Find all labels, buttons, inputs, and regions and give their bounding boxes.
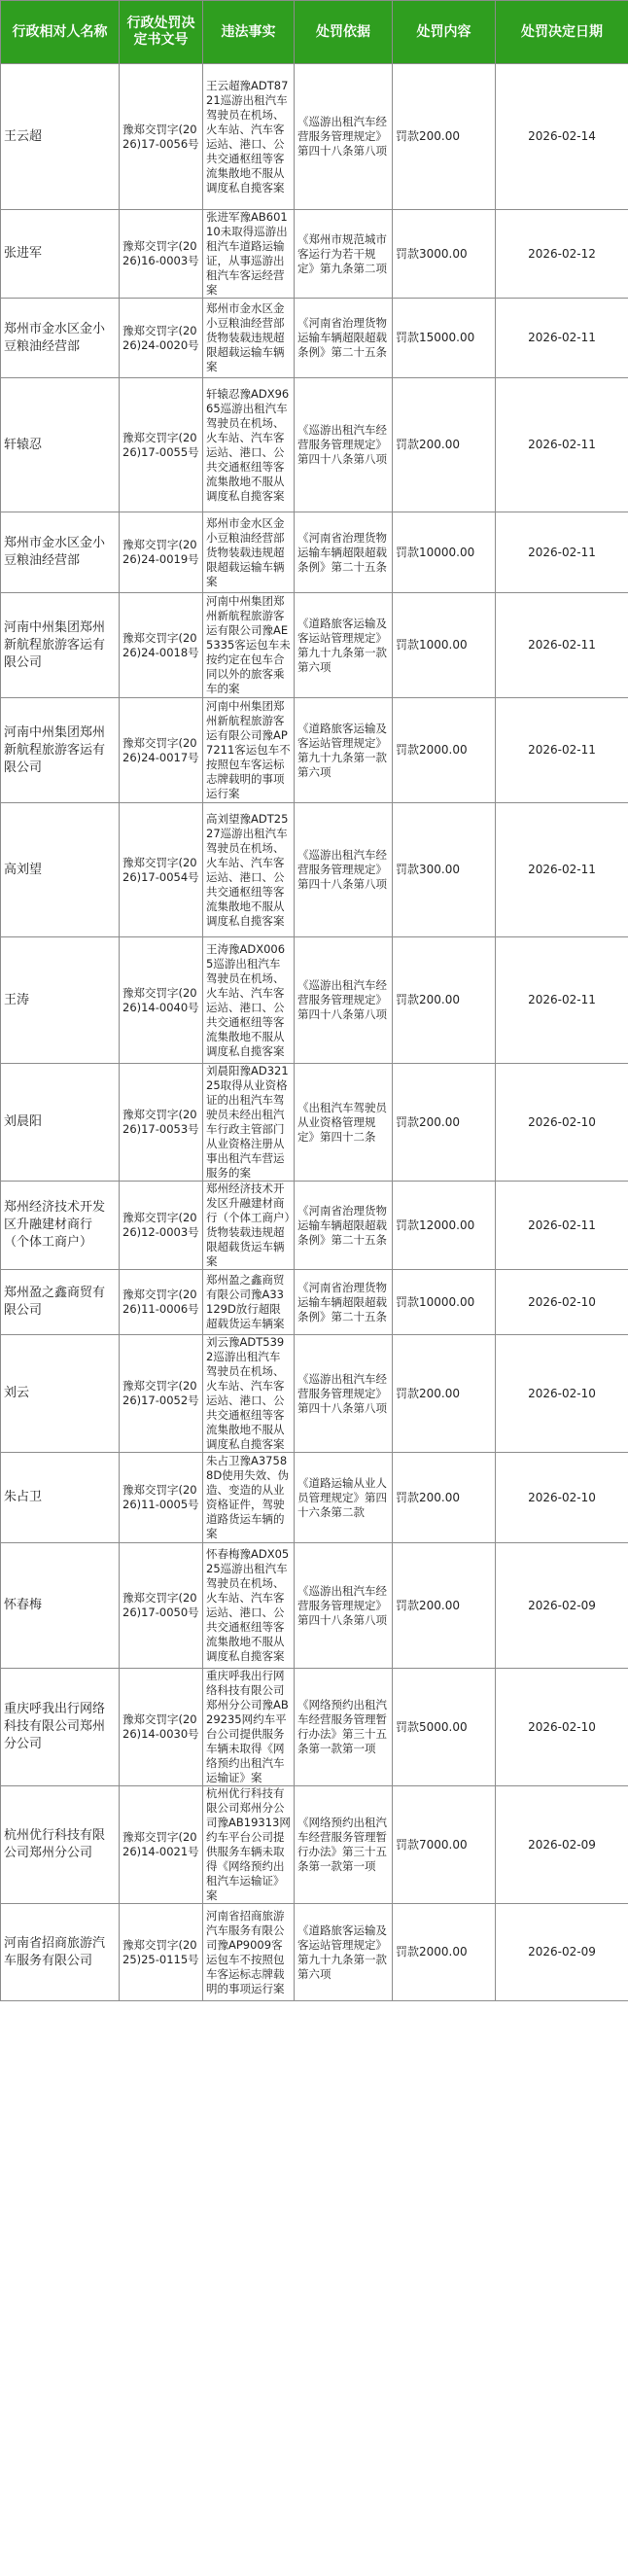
cell-penalty-content: 罚款5000.00: [393, 1669, 496, 1786]
table-row: [1, 1182, 628, 1270]
cell-penalty-content: 罚款15000.00: [393, 299, 496, 378]
cell-name: 怀春梅: [1, 1543, 120, 1669]
cell-decision-date: 2026-02-09: [496, 1904, 628, 2001]
table-row: [1, 1335, 628, 1453]
cell-penalty-content: 罚款200.00: [393, 64, 496, 210]
cell-penalty-content: 罚款10000.00: [393, 512, 496, 593]
cell-decision-date: 2026-02-10: [496, 1064, 628, 1182]
cell-doc-number: 豫郑交罚字(2026)11-0005号: [120, 1453, 203, 1543]
cell-decision-date: 2026-02-10: [496, 1335, 628, 1453]
cell-decision-date: 2026-02-12: [496, 210, 628, 299]
header-penalty-basis: 处罚依据: [295, 1, 393, 64]
cell-violation-fact: 河南省招商旅游汽车服务有限公司豫AP9009客运包车不按照包车客运标志牌载明的事项运行案: [203, 1904, 295, 2001]
cell-penalty-basis: 《道路运输从业人员管理规定》第四十六条第二款: [295, 1453, 393, 1543]
cell-name: 郑州盈之鑫商贸有限公司: [1, 1270, 120, 1335]
cell-name: 杭州优行科技有限公司郑州分公司: [1, 1786, 120, 1904]
cell-violation-fact: 张进军豫AB60110未取得巡游出租汽车道路运输证，从事巡游出租汽车客运经营案: [203, 210, 295, 299]
header-row: [1, 1, 628, 64]
cell-penalty-basis: 《巡游出租汽车经营服务管理规定》第四十八条第八项: [295, 378, 393, 512]
cell-decision-date: 2026-02-11: [496, 698, 628, 803]
cell-name: 河南中州集团郑州新航程旅游客运有限公司: [1, 593, 120, 698]
cell-name: 刘云: [1, 1335, 120, 1453]
cell-decision-date: 2026-02-10: [496, 1270, 628, 1335]
cell-doc-number: 豫郑交罚字(2026)17-0056号: [120, 64, 203, 210]
cell-doc-number: 豫郑交罚字(2026)12-0003号: [120, 1182, 203, 1270]
cell-name: 郑州市金水区金小豆粮油经营部: [1, 512, 120, 593]
cell-violation-fact: 王涛豫ADX0065巡游出租汽车驾驶员在机场、火车站、汽车客运站、港口、公共交通枢纽等客流集散地不服从调度私自揽客案: [203, 937, 295, 1064]
cell-doc-number: 豫郑交罚字(2026)17-0054号: [120, 803, 203, 937]
cell-doc-number: 豫郑交罚字(2026)14-0030号: [120, 1669, 203, 1786]
cell-doc-number: 豫郑交罚字(2026)24-0019号: [120, 512, 203, 593]
cell-penalty-basis: 《河南省治理货物运输车辆超限超载条例》第二十五条: [295, 1182, 393, 1270]
table-row: [1, 1669, 628, 1786]
table-row: [1, 299, 628, 378]
cell-violation-fact: 刘晨阳豫AD32125取得从业资格证的出租汽车驾驶员未经出租汽车行政主管部门从业资格注册从事出租汽车营运服务的案: [203, 1064, 295, 1182]
cell-doc-number: 豫郑交罚字(2026)24-0017号: [120, 698, 203, 803]
cell-violation-fact: 郑州盈之鑫商贸有限公司豫A33129D放行超限超载货运车辆案: [203, 1270, 295, 1335]
cell-penalty-basis: 《巡游出租汽车经营服务管理规定》第四十八条第八项: [295, 1335, 393, 1453]
cell-doc-number: 豫郑交罚字(2026)17-0053号: [120, 1064, 203, 1182]
cell-penalty-content: 罚款200.00: [393, 937, 496, 1064]
header-decision-date: 处罚决定日期: [496, 1, 628, 64]
cell-penalty-basis: 《网络预约出租汽车经营服务管理暂行办法》第三十五条第一款第一项: [295, 1669, 393, 1786]
table-row: [1, 698, 628, 803]
cell-violation-fact: 河南中州集团郑州新航程旅游客运有限公司豫AE5335客运包车未按约定在包车合同以外的旅客乘车的案: [203, 593, 295, 698]
table-row: [1, 937, 628, 1064]
table-row: [1, 378, 628, 512]
table-row: [1, 1270, 628, 1335]
cell-decision-date: 2026-02-11: [496, 378, 628, 512]
cell-penalty-content: 罚款3000.00: [393, 210, 496, 299]
cell-name: 轩辕忍: [1, 378, 120, 512]
table-row: [1, 1543, 628, 1669]
cell-name: 重庆呼我出行网络科技有限公司郑州分公司: [1, 1669, 120, 1786]
cell-name: 河南省招商旅游汽车服务有限公司: [1, 1904, 120, 2001]
cell-penalty-content: 罚款200.00: [393, 1335, 496, 1453]
cell-name: 河南中州集团郑州新航程旅游客运有限公司: [1, 698, 120, 803]
table-row: [1, 1064, 628, 1182]
cell-violation-fact: 刘云豫ADT5392巡游出租汽车驾驶员在机场、火车站、汽车客运站、港口、公共交通枢纽等客流集散地不服从调度私自揽客案: [203, 1335, 295, 1453]
cell-penalty-basis: 《河南省治理货物运输车辆超限超载条例》第二十五条: [295, 512, 393, 593]
cell-penalty-content: 罚款10000.00: [393, 1270, 496, 1335]
cell-penalty-basis: 《道路旅客运输及客运站管理规定》第九十九条第一款第六项: [295, 593, 393, 698]
cell-penalty-basis: 《巡游出租汽车经营服务管理规定》第四十八条第八项: [295, 803, 393, 937]
header-name: 行政相对人名称: [1, 1, 120, 64]
table-header: [1, 1, 628, 64]
cell-name: 王云超: [1, 64, 120, 210]
cell-violation-fact: 郑州市金水区金小豆粮油经营部货物装载违规超限超载运输车辆案: [203, 299, 295, 378]
cell-violation-fact: 高刘望豫ADT2527巡游出租汽车驾驶员在机场、火车站、汽车客运站、港口、公共交通枢纽等客流集散地不服从调度私自揽客案: [203, 803, 295, 937]
cell-decision-date: 2026-02-11: [496, 299, 628, 378]
cell-name: 王涛: [1, 937, 120, 1064]
cell-penalty-content: 罚款2000.00: [393, 1904, 496, 2001]
cell-penalty-content: 罚款200.00: [393, 1543, 496, 1669]
cell-doc-number: 豫郑交罚字(2026)11-0006号: [120, 1270, 203, 1335]
cell-doc-number: 豫郑交罚字(2026)14-0040号: [120, 937, 203, 1064]
table-row: [1, 1786, 628, 1904]
table-row: [1, 512, 628, 593]
cell-name: 高刘望: [1, 803, 120, 937]
cell-doc-number: 豫郑交罚字(2026)14-0021号: [120, 1786, 203, 1904]
cell-violation-fact: 河南中州集团郑州新航程旅游客运有限公司豫AP7211客运包车不按照包车客运标志牌载明的事项运行案: [203, 698, 295, 803]
cell-penalty-basis: 《河南省治理货物运输车辆超限超载条例》第二十五条: [295, 1270, 393, 1335]
cell-violation-fact: 郑州市金水区金小豆粮油经营部货物装载违规超限超载运输车辆案: [203, 512, 295, 593]
cell-violation-fact: 杭州优行科技有限公司郑州分公司豫AB19313网约车平台公司提供服务车辆未取得《网络预约出租汽车运输证》案: [203, 1786, 295, 1904]
cell-decision-date: 2026-02-09: [496, 1543, 628, 1669]
cell-decision-date: 2026-02-11: [496, 593, 628, 698]
cell-penalty-basis: 《道路旅客运输及客运站管理规定》第九十九条第一款第六项: [295, 698, 393, 803]
cell-penalty-basis: 《网络预约出租汽车经营服务管理暂行办法》第三十五条第一款第一项: [295, 1786, 393, 1904]
cell-name: 张进军: [1, 210, 120, 299]
cell-penalty-content: 罚款2000.00: [393, 698, 496, 803]
cell-name: 郑州经济技术开发区升融建材商行（个体工商户）: [1, 1182, 120, 1270]
cell-doc-number: 豫郑交罚字(2026)17-0052号: [120, 1335, 203, 1453]
cell-penalty-content: 罚款1000.00: [393, 593, 496, 698]
cell-penalty-basis: 《郑州市规范城市客运行为若干规定》第九条第二项: [295, 210, 393, 299]
cell-name: 朱占卫: [1, 1453, 120, 1543]
cell-violation-fact: 朱占卫豫A37588D使用失效、伪造、变造的从业资格证件，驾驶道路货运车辆的案: [203, 1453, 295, 1543]
table-row: [1, 803, 628, 937]
cell-penalty-content: 罚款200.00: [393, 1453, 496, 1543]
cell-penalty-content: 罚款7000.00: [393, 1786, 496, 1904]
table-body: [1, 64, 628, 2001]
cell-decision-date: 2026-02-14: [496, 64, 628, 210]
cell-penalty-basis: 《出租汽车驾驶员从业资格管理规定》第四十二条: [295, 1064, 393, 1182]
table-row: [1, 1904, 628, 2001]
cell-name: 刘晨阳: [1, 1064, 120, 1182]
cell-penalty-basis: 《巡游出租汽车经营服务管理规定》第四十八条第八项: [295, 1543, 393, 1669]
cell-doc-number: 豫郑交罚字(2025)25-0115号: [120, 1904, 203, 2001]
cell-decision-date: 2026-02-09: [496, 1786, 628, 1904]
cell-violation-fact: 怀春梅豫ADX0525巡游出租汽车驾驶员在机场、火车站、汽车客运站、港口、公共交通枢纽等客流集散地不服从调度私自揽客案: [203, 1543, 295, 1669]
cell-violation-fact: 重庆呼我出行网络科技有限公司郑州分公司豫AB29235网约车平台公司提供服务车辆未取得《网络预约出租汽车运输证》案: [203, 1669, 295, 1786]
cell-penalty-content: 罚款200.00: [393, 1064, 496, 1182]
cell-doc-number: 豫郑交罚字(2026)24-0018号: [120, 593, 203, 698]
cell-penalty-content: 罚款200.00: [393, 378, 496, 512]
table-row: [1, 593, 628, 698]
cell-decision-date: 2026-02-10: [496, 1669, 628, 1786]
header-violation-fact: 违法事实: [203, 1, 295, 64]
cell-penalty-basis: 《道路旅客运输及客运站管理规定》第九十九条第一款第六项: [295, 1904, 393, 2001]
cell-penalty-content: 罚款12000.00: [393, 1182, 496, 1270]
cell-violation-fact: 郑州经济技术开发区升融建材商行（个体工商户）货物装载违规超限超载货运车辆案: [203, 1182, 295, 1270]
cell-decision-date: 2026-02-11: [496, 1182, 628, 1270]
table-row: [1, 210, 628, 299]
cell-decision-date: 2026-02-11: [496, 803, 628, 937]
header-penalty-content: 处罚内容: [393, 1, 496, 64]
cell-decision-date: 2026-02-10: [496, 1453, 628, 1543]
cell-decision-date: 2026-02-11: [496, 512, 628, 593]
cell-doc-number: 豫郑交罚字(2026)17-0055号: [120, 378, 203, 512]
cell-decision-date: 2026-02-11: [496, 937, 628, 1064]
cell-doc-number: 豫郑交罚字(2026)17-0050号: [120, 1543, 203, 1669]
cell-doc-number: 豫郑交罚字(2026)16-0003号: [120, 210, 203, 299]
header-doc-number: 行政处罚决定书文号: [120, 1, 203, 64]
cell-violation-fact: 轩辕忍豫ADX9665巡游出租汽车驾驶员在机场、火车站、汽车客运站、港口、公共交通枢纽等客流集散地不服从调度私自揽客案: [203, 378, 295, 512]
cell-doc-number: 豫郑交罚字(2026)24-0020号: [120, 299, 203, 378]
table-row: [1, 64, 628, 210]
cell-penalty-basis: 《河南省治理货物运输车辆超限超载条例》第二十五条: [295, 299, 393, 378]
cell-penalty-basis: 《巡游出租汽车经营服务管理规定》第四十八条第八项: [295, 64, 393, 210]
cell-name: 郑州市金水区金小豆粮油经营部: [1, 299, 120, 378]
table-row: [1, 1453, 628, 1543]
cell-penalty-content: 罚款300.00: [393, 803, 496, 937]
cell-penalty-basis: 《巡游出租汽车经营服务管理规定》第四十八条第八项: [295, 937, 393, 1064]
cell-violation-fact: 王云超豫ADT8721巡游出租汽车驾驶员在机场、火车站、汽车客运站、港口、公共交通枢纽等客流集散地不服从调度私自揽客案: [203, 64, 295, 210]
